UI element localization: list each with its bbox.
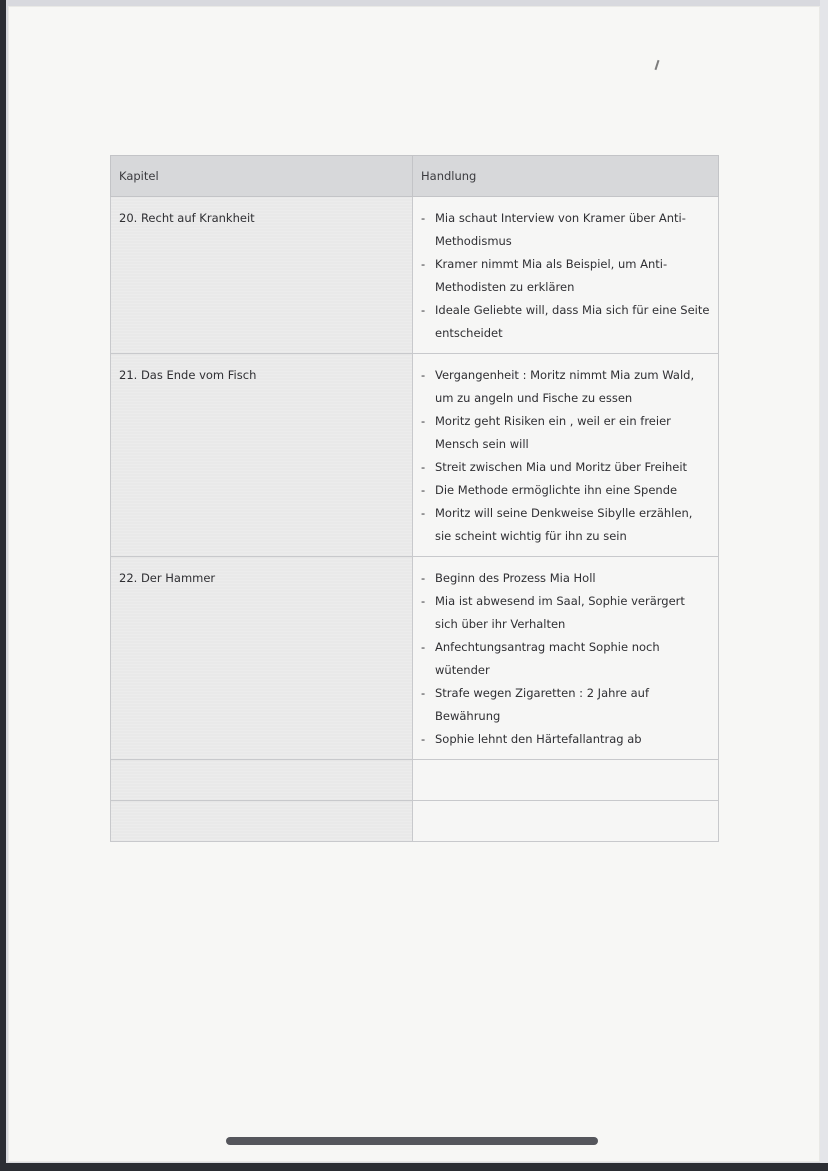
chapter-title: 22. Der Hammer [111,557,413,760]
plot-item [421,567,710,590]
header-handlung: Handlung [413,156,719,197]
empty-table-row [111,801,719,842]
plot-item [421,502,710,548]
chapter-summary-table [110,155,719,842]
plot-cell [413,354,719,557]
empty-cell [111,760,413,801]
plot-text: Sophie lehnt den Härtefallantrag ab [435,732,642,746]
empty-table-row [111,760,719,801]
plot-text: Ideale Geliebte will, dass Mia sich für eine Seite entscheidet [435,303,710,340]
plot-item [421,682,710,728]
bullet-dash: - [421,594,426,608]
bullet-dash: - [421,368,426,382]
plot-list [421,364,710,548]
bullet-dash: - [421,686,426,700]
plot-item [421,207,710,253]
home-indicator-bar[interactable] [226,1137,598,1145]
plot-item [421,636,710,682]
plot-item [421,410,710,456]
plot-list [421,567,710,751]
plot-cell [413,557,719,760]
empty-cell [111,801,413,842]
plot-item [421,364,710,410]
plot-text: Vergangenheit : Moritz nimmt Mia zum Wald, um zu angeln und Fische zu essen [435,368,695,405]
left-screen-edge [0,0,6,1171]
bullet-dash: - [421,732,426,746]
table-row [111,197,719,354]
plot-item [421,728,710,751]
bullet-dash: - [421,571,426,585]
plot-cell [413,197,719,354]
plot-item [421,253,710,299]
plot-item [421,456,710,479]
plot-text: Strafe wegen Zigaretten : 2 Jahre auf Bewährung [435,686,649,723]
table-header-row [111,156,719,197]
right-screen-edge [820,0,828,1171]
bullet-dash: - [421,483,426,497]
bottom-screen-edge [0,1163,828,1171]
bullet-dash: - [421,506,426,520]
plot-text: Anfechtungsantrag macht Sophie noch wütender [435,640,660,677]
table-row [111,354,719,557]
bullet-dash: - [421,211,426,225]
plot-text: Beginn des Prozess Mia Holl [435,571,596,585]
plot-item [421,590,710,636]
plot-text: Mia ist abwesend im Saal, Sophie verärgert sich über ihr Verhalten [435,594,685,631]
table-row [111,557,719,760]
empty-cell [413,760,719,801]
plot-text: Moritz geht Risiken ein , weil er ein freier Mensch sein will [435,414,671,451]
bullet-dash: - [421,303,426,317]
chapter-title: 21. Das Ende vom Fisch [111,354,413,557]
plot-item [421,479,710,502]
plot-list [421,207,710,345]
plot-text: Kramer nimmt Mia als Beispiel, um Anti-Methodisten zu erklären [435,257,668,294]
header-kapitel: Kapitel [111,156,413,197]
plot-text: Moritz will seine Denkweise Sibylle erzählen, sie scheint wichtig für ihn zu sein [435,506,693,543]
stray-pen-mark [655,60,660,70]
bullet-dash: - [421,257,426,271]
plot-text: Mia schaut Interview von Kramer über Anti-Methodismus [435,211,686,248]
plot-item [421,299,710,345]
plot-text: Die Methode ermöglichte ihn eine Spende [435,483,678,497]
bullet-dash: - [421,460,426,474]
bullet-dash: - [421,640,426,654]
bullet-dash: - [421,414,426,428]
empty-cell [413,801,719,842]
chapter-title: 20. Recht auf Krankheit [111,197,413,354]
plot-text: Streit zwischen Mia und Moritz über Freiheit [435,460,688,474]
